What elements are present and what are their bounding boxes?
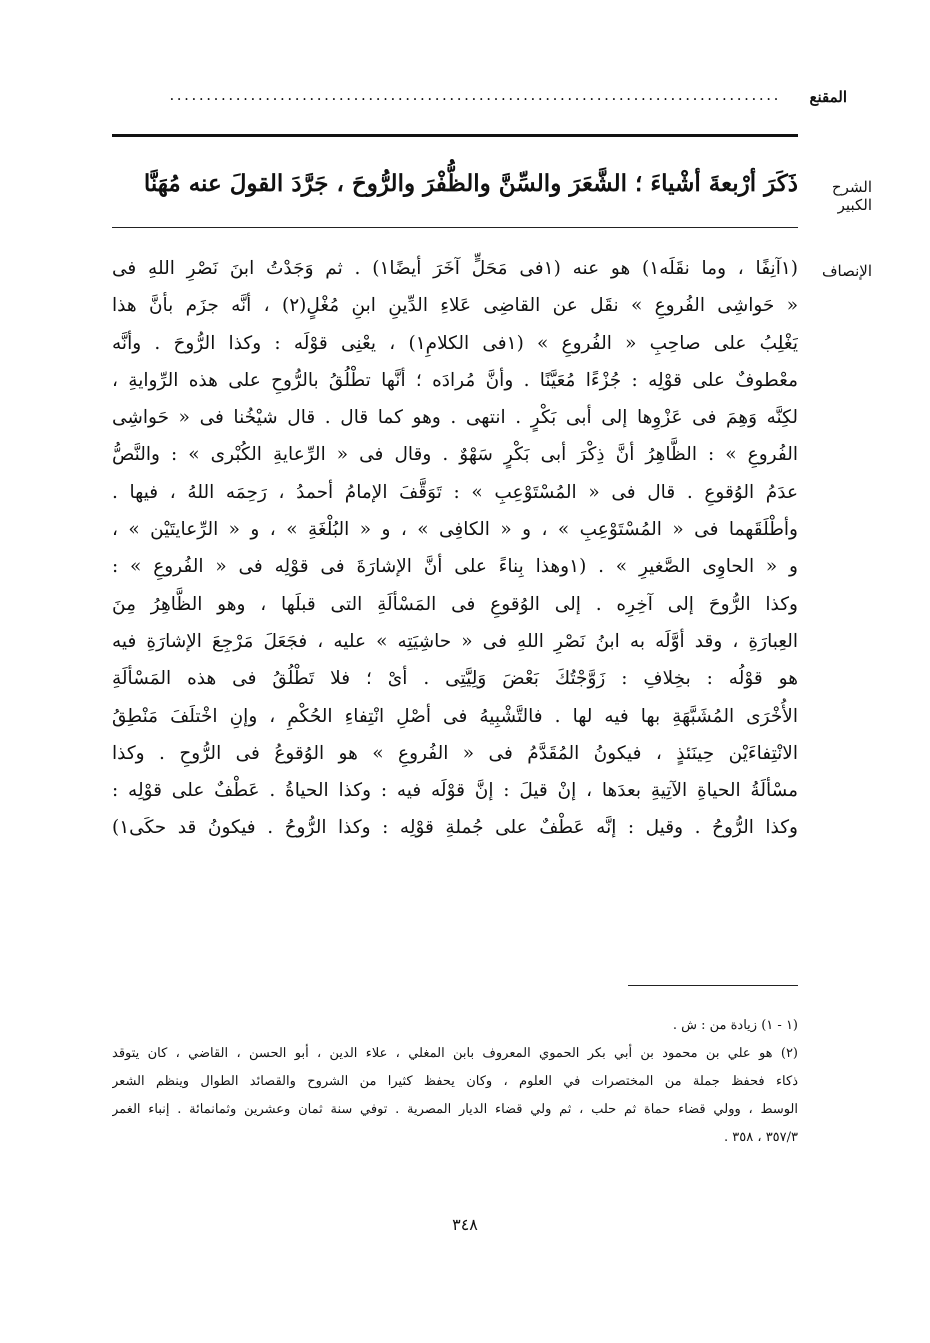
side-label-sharh-kabir: الشرح الكبير (831, 178, 872, 214)
text-line: وكذا الرُّوحَ إلى آخِرِه . إلى الوُقوعِ فى المَسْألَةِ التى قبلَها ، وهو الظَّاهِرُ مِنَ (112, 593, 798, 615)
sharh-kabir-text: ذَكَرَ أرْبعةَ أشْياءَ ؛ الشَّعَرَ والسِّنَّ والظُّفْرَ والرُّوحَ ، جَرَّدَ القولَ عنه مُهَنَّا (143, 170, 798, 197)
text-line: « حَواشِى الفُروعِ » نقَل عن القاضِى عَلاءِ الدِّينِ ابنِ مُغْلٍ(٢) ، أنَّه جزَم بأنَّ هذا (112, 295, 798, 317)
text-line: العِبارَةِ ، وقد أوَّلَه به ابنُ نَصْرِ اللهِ فى « حاشِيَتِه » عليه ، فجَعَلَ مَرْجِعَ الإشارَةِ فيه (112, 630, 798, 652)
text-line: وأطْلَقَهما فى « المُسْتَوْعِبِ » ، و « الكافِى » ، و « البُلْغَةِ » ، و « الرِّعايتَيْن » ، (112, 519, 798, 541)
text-line: (١آنِفًا ، وما نقَلَه١) هو عنه (١فى مَحَلٍّ آخَرَ أيضًا١) . ثم وَجَدْتُ ابنَ نَصْرِ اللهِ فى (112, 258, 798, 279)
text-line: الانْتِفاءَيْن حِينَئذٍ ، فيكونُ المُقَدَّمُ فى « الفُروعِ » هو الوُقوعُ فى الرُّوحِ . وكذا (112, 742, 798, 764)
text-line: الفُروعِ » : الظَّاهِرُ أنَّ ذِكْرَ أبى بَكْرٍ سَهْوٌ . وقال فى « الرِّعايةِ الكُبْرى » : والنَّصُّ (112, 444, 798, 466)
side-label-insaf: الإنصاف (821, 262, 872, 280)
text-line: و « الحاوِى الصَّغيرِ » . (١وهذا بِناءً على أنَّ الإشارَةَ فى قوْلِه فى « الفُروعِ » : (112, 556, 798, 578)
footnote-line: ٣٥٧/٣ ، ٣٥٨ . (724, 1130, 798, 1145)
footnote-line: (١ - ١) زيادة من : ش . (672, 1018, 798, 1033)
insaf-text-block (112, 250, 798, 847)
text-line: يَغْلِبُ على صاحِبِ « الفُروعِ » (١فى الكلامِ١) ، يعْنِى قوْلَه : وكذا الرُّوحَ . وأنَّه (112, 332, 798, 354)
running-head (112, 88, 847, 118)
running-head-title: المقنع (809, 88, 847, 106)
text-line: عدَمُ الوُقوعِ . قال فى « المُسْتَوْعِبِ » : تَوَقَّفَ الإمامُ أحمدُ ، رَحِمَه اللهُ ، فيها . (112, 481, 798, 503)
page-number: ٣٤٨ (452, 1215, 478, 1234)
section-divider (112, 227, 798, 228)
footnote-line: ذكاء فحفظ جملة من المختصرات في العلوم ، وكان يحفظ كثيرا من الشروح والقصائد الطوال وينظم الشعر (112, 1074, 798, 1089)
text-line: هو قوْلُه : بخِلافِ : زَوَّجْتُكَ بَعْضَ وَلِيَّتِى . أىْ ؛ فلا تَطْلُقُ فى هذه المَسْألَةِ (112, 668, 798, 690)
text-line: لكِنَّه وَهِمَ فى عَزْوِها إلى أبى بَكْرٍ . انتهى . وهو كما قال . قال شيْخُنا فى « حَواشِى (112, 407, 798, 429)
text-line: معْطوفٌ على قوْلِه : جُزْءًا مُعَيَّنًا . وأنَّ مُرادَه ؛ أنَّها تطْلُقُ بالرُّوحِ على هذه الرِّوايةِ ، (112, 369, 798, 391)
footnote-line: (٢) هو علي بن محمود بن أبي بكر الحموي المعروف بابن المغلي ، علاء الدين ، أبو الحسن ، القاضي ، كان يتوقد (112, 1046, 798, 1061)
header-rule (112, 134, 798, 137)
text-line: وكذا الرُّوحُ . وقيل : إنَّه عَطْفٌ على جُملةِ قوْلِه : وكذا الرُّوحُ . فيكونُ قد حكَى١) (112, 817, 798, 839)
text-line: مسْألَةُ الحياةِ الآتِيةِ بعدَها ، إنْ قيلَ : إنَّ قوْلَه فيه : وكذا الحياةُ . عَطْفٌ على قوْلِه : (112, 780, 798, 802)
running-head-dots: ................................................................................... (169, 86, 781, 104)
footnote-rule (628, 985, 798, 986)
text-line: الأُخْرَى المُشَبَّهَةِ بها فيه لها . فالتَّشْبِيهُ فى أصْلِ انْتِفاءِ الحُكْمِ ، وإنِ اخْتلَفَ مَنْطِقُ (112, 705, 798, 727)
footnotes (112, 1012, 798, 1152)
footnote-line: الوسط ، وولي قضاء حماة ثم حلب ، ثم ولي قضاء الديار المصرية . توفي سنة ثمان وعشرين وثمانمائة . إنباء الغمر (112, 1102, 798, 1117)
